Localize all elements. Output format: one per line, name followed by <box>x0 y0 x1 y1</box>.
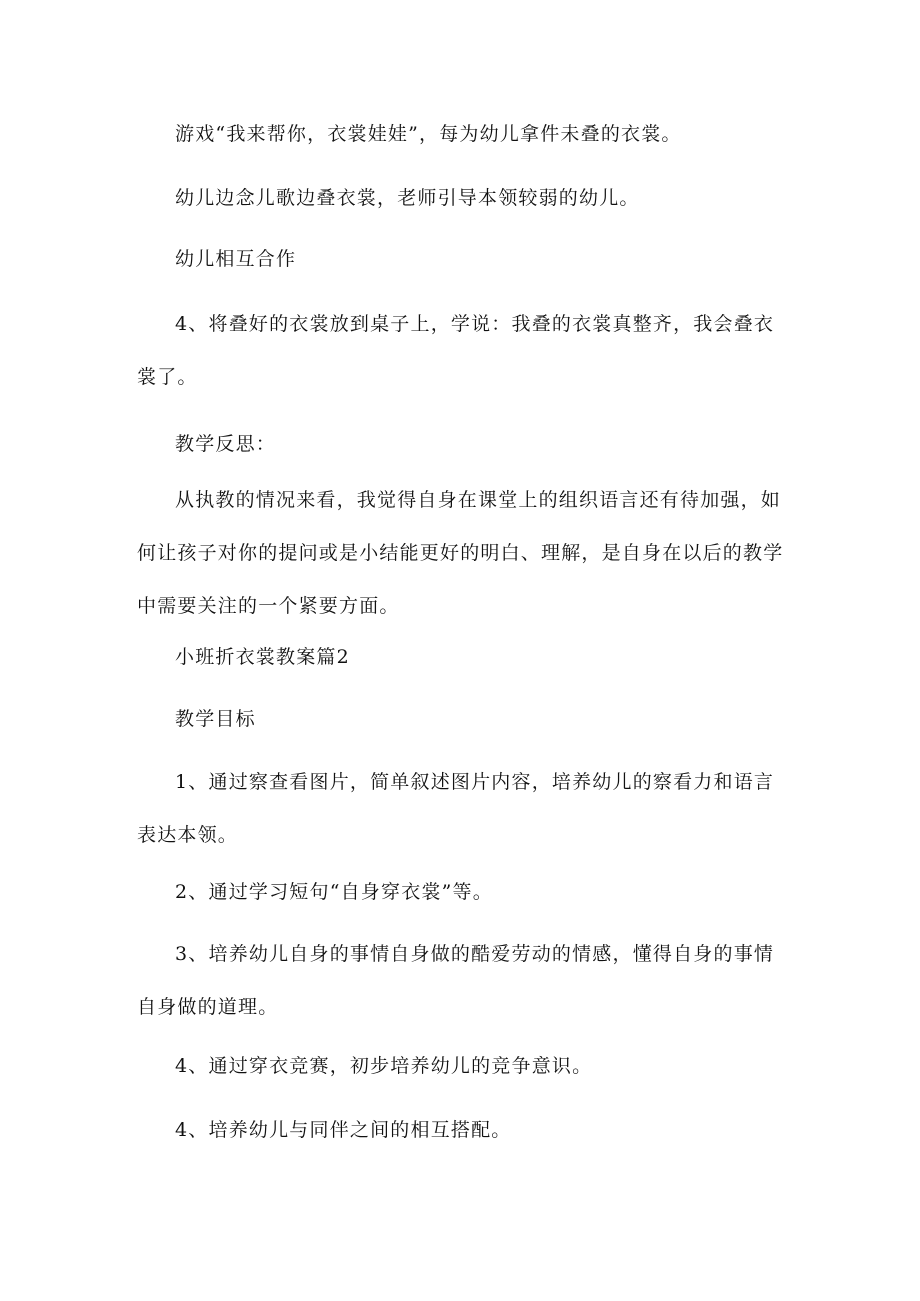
heading-reflection: 教学反思： <box>175 433 277 455</box>
goal-2: 2、通过学习短句“自身穿衣裳”等。 <box>175 881 493 903</box>
paragraph-step-4: 4、将叠好的衣裳放到桌子上，学说：我叠的衣裳真整齐，我会叠衣裳了。 <box>137 313 775 388</box>
paragraph-game: 游戏“我来帮你，衣裳娃娃”，每为幼儿拿件未叠的衣裳。 <box>175 123 682 145</box>
goal-1: 1、通过察查看图片，简单叙述图片内容，培养幼儿的察看力和语言表达本领。 <box>137 771 775 846</box>
heading-lesson-2: 小班折衣裳教案篇2 <box>175 646 350 668</box>
paragraph-fold-song: 幼儿边念儿歌边叠衣裳，老师引导本领较弱的幼儿。 <box>175 187 640 209</box>
paragraph-reflection: 从执教的情况来看，我觉得自身在课堂上的组织语言还有待加强，如何让孩子对你的提问或是小结能更好的明白、理解，是自身在以后的教学中需要关注的一个紧要方面。 <box>137 489 784 617</box>
paragraph-cooperate: 幼儿相互合作 <box>175 248 297 270</box>
goal-5: 4、培养幼儿与同伴之间的相互搭配。 <box>175 1119 512 1141</box>
heading-goals: 教学目标 <box>175 708 256 730</box>
goal-3: 3、培养幼儿自身的事情自身做的酷爱劳动的情感，懂得自身的事情自身做的道理。 <box>137 943 775 1018</box>
goal-4: 4、通过穿衣竞赛，初步培养幼儿的竞争意识。 <box>175 1055 593 1077</box>
